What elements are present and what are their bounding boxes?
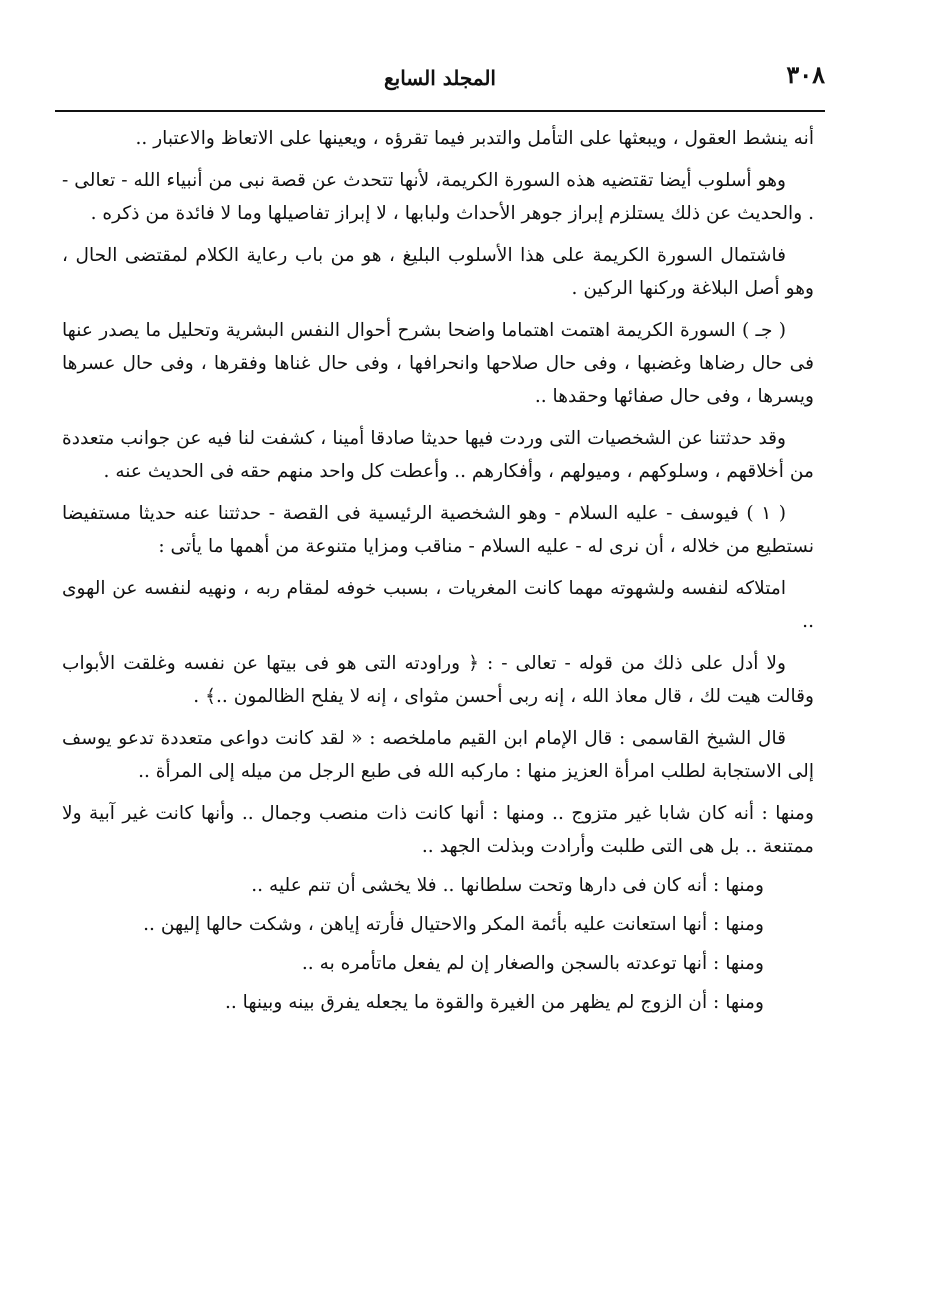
- paragraph: وقد حدثتنا عن الشخصيات التى وردت فيها حديثا صادقا أمينا ، كشفت لنا فيه عن جوانب متعددة من أخلاقهم ، وسلوكهم ، وميولهم ، وأفكارهم .. وأعطت كل واحد منهم حقه فى الحديث عنه .: [62, 428, 814, 482]
- list-paragraph: ومنها : أن الزوج لم يظهر من الغيرة والقوة ما يجعله يفرق بينه وبينها ..: [224, 992, 764, 1013]
- page-header: [55, 58, 825, 102]
- list-paragraph: ومنها : أنها توعدته بالسجن والصغار إن لم يفعل ماتأمره به ..: [301, 953, 764, 974]
- header-divider: [55, 110, 825, 112]
- list-paragraph: ومنها : أنها استعانت عليه بأئمة المكر والاحتيال فأرته إياهن ، وشكت حالها إليهن ..: [143, 914, 764, 935]
- paragraph: ( جـ ) السورة الكريمة اهتمت اهتماما واضحا بشرح أحوال النفس البشرية وتحليل ما يصدر عنها فى حال رضاها وغضبها ، وفى حال صلاحها وانحرافها ، وفى حال غناها وفقرها ، وفى حال عسرها ويسرها ، وفى حال صفائها وحقدها ..: [62, 320, 814, 407]
- paragraph: وهو أسلوب أيضا تقتضيه هذه السورة الكريمة، لأنها تتحدث عن قصة نبى من أنبياء الله - تعالى - . والحديث عن ذلك يستلزم إبراز جوهر الأحداث ولبابها ، لا إبراز تفاصيلها وما لا فائدة من ذكره .: [62, 170, 814, 224]
- page-number: ٣٠٨: [786, 60, 825, 89]
- running-title: المجلد السابع: [383, 66, 496, 90]
- body-text: [62, 122, 814, 1252]
- list-paragraph: ومنها : أنه كان شابا غير متزوج .. ومنها : أنها كانت ذات منصب وجمال .. وأنها كانت غير آبية ولا ممتنعة .. بل هى التى طلبت وأرادت وبذلت الجهد ..: [62, 803, 814, 857]
- paragraph: ولا أدل على ذلك من قوله - تعالى - : ﴿ وراودته التى هو فى بيتها عن نفسه وغلقت الأبواب وقالت هيت لك ، قال معاذ الله ، إنه ربى أحسن مثواى ، إنه لا يفلح الظالمون ..﴾ .: [62, 653, 814, 707]
- paragraph: قال الشيخ القاسمى : قال الإمام ابن القيم ماملخصه : « لقد كانت دواعى متعددة تدعو يوسف إلى الاستجابة لطلب امرأة العزيز منها : ماركبه الله فى طبع الرجل من ميله إلى المرأة ..: [62, 728, 814, 782]
- paragraph: أنه ينشط العقول ، ويبعثها على التأمل والتدبر فيما تقرؤه ، ويعينها على الاتعاظ والاعتبار ..: [135, 128, 814, 149]
- paragraph: امتلاكه لنفسه ولشهوته مهما كانت المغريات ، بسبب خوفه لمقام ربه ، ونهيه لنفسه عن الهوى ..: [62, 578, 814, 632]
- paragraph: ( ١ ) فيوسف - عليه السلام - وهو الشخصية الرئيسية فى القصة - حدثتنا عنه حديثا مستفيضا نستطيع من خلاله ، أن نرى له - عليه السلام - مناقب ومزايا متنوعة من أهمها ما يأتى :: [62, 503, 814, 557]
- list-paragraph: ومنها : أنه كان فى دارها وتحت سلطانها .. فلا يخشى أن تنم عليه ..: [251, 875, 764, 896]
- paragraph: فاشتمال السورة الكريمة على هذا الأسلوب البليغ ، هو من باب رعاية الكلام لمقتضى الحال ، وهو أصل البلاغة وركنها الركين .: [62, 245, 814, 299]
